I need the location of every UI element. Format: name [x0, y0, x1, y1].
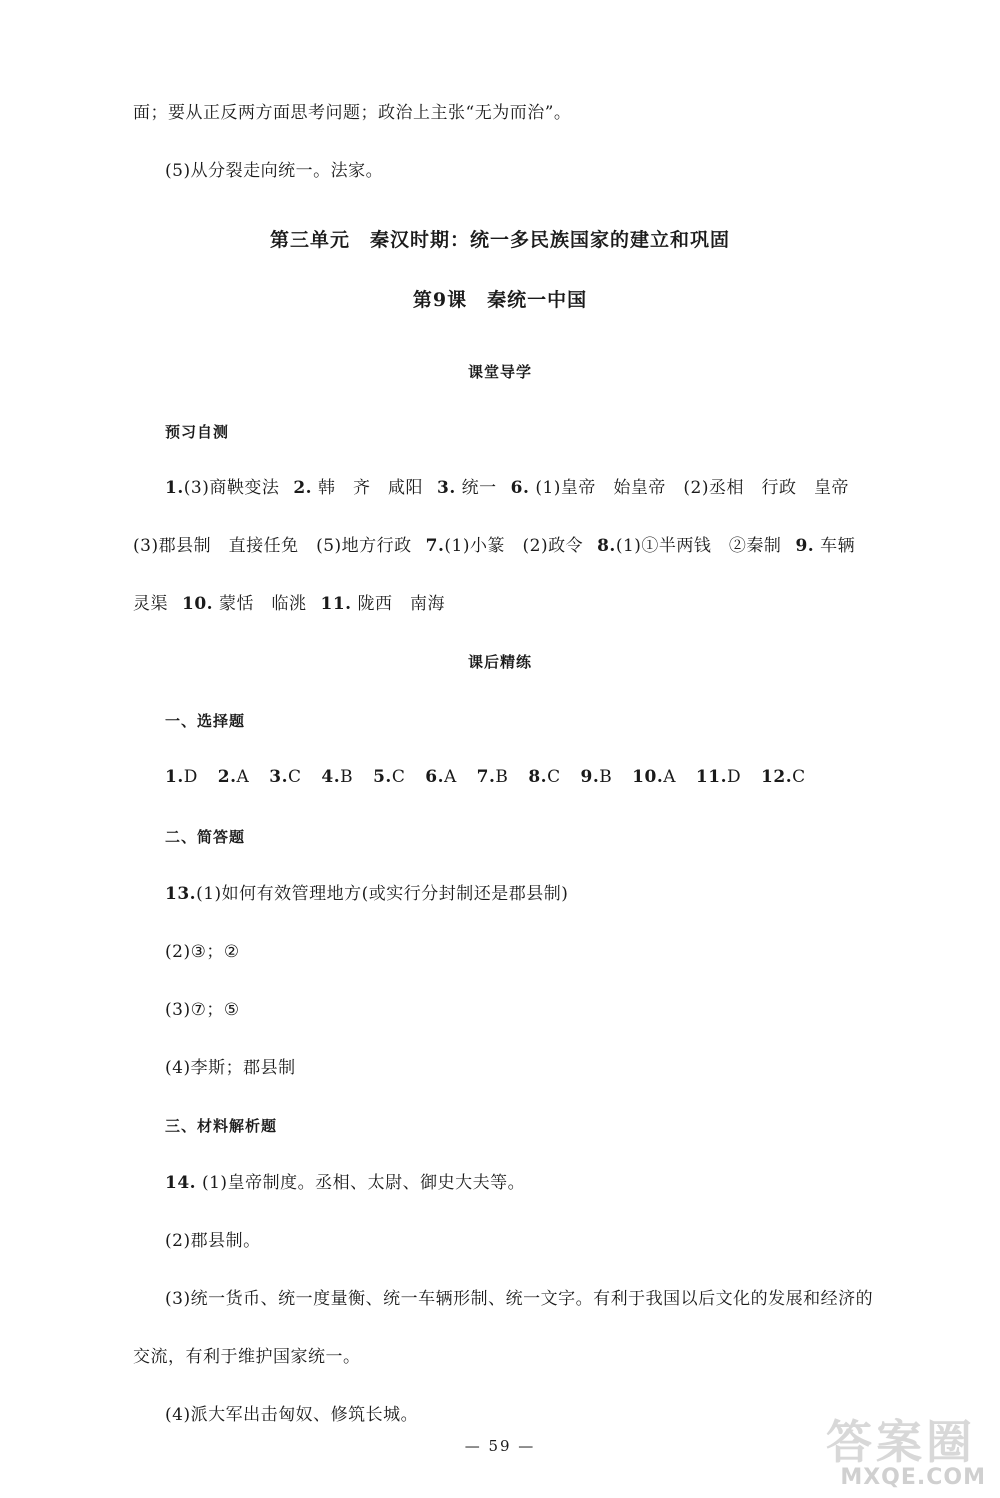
choice-number: 8.	[528, 767, 548, 787]
choice-item	[477, 767, 509, 787]
choice-item	[761, 767, 806, 787]
watermark	[786, 1406, 986, 1490]
choice-heading: 一、选择题	[165, 712, 246, 730]
q14-line-4: (4)派大军出击匈奴、修筑长城。	[165, 1405, 419, 1425]
q14-number: 14.	[165, 1173, 197, 1193]
choice-item	[373, 767, 405, 787]
choice-item	[165, 767, 198, 787]
choice-answer: B	[495, 767, 509, 787]
q10-answer: 蒙恬 临洮	[218, 594, 307, 614]
choice-answer: B	[599, 767, 613, 787]
q1-number: 1.	[165, 478, 184, 498]
q7-number: 7.	[425, 536, 445, 556]
q14-line-3-cont: 交流，有利于维护国家统一。	[133, 1347, 361, 1367]
choice-number: 2.	[217, 767, 237, 787]
q1-answer: (3)商鞅变法	[183, 478, 280, 498]
choice-number: 3.	[269, 767, 288, 787]
choice-number: 5.	[373, 767, 392, 787]
choice-number: 10.	[632, 767, 664, 787]
choice-answer: A	[236, 767, 250, 787]
short-answer-heading: 二、简答题	[165, 828, 246, 846]
choice-number: 9.	[580, 767, 600, 787]
preview-answers-line-1	[165, 476, 849, 500]
q9-answer-cont: 灵渠	[133, 594, 168, 614]
q3-answer: 统一	[461, 478, 497, 498]
section-title-after-class: 课后精练	[467, 653, 532, 671]
intro-line-1: 面；要从正反两方面思考问题；政治上主张“无为而治”。	[133, 103, 572, 123]
q8-number: 8.	[597, 536, 616, 556]
unit-title: 第三单元 秦汉时期：统一多民族国家的建立和巩固	[269, 229, 730, 251]
preview-answers-line-2	[133, 534, 855, 558]
q9-answer: 车辆	[820, 536, 856, 556]
choice-item	[528, 767, 560, 787]
choice-number: 6.	[425, 767, 444, 787]
choice-number: 1.	[165, 767, 184, 787]
q2-answer: 韩 齐 咸阳	[318, 478, 423, 498]
q10-number: 10.	[182, 594, 214, 614]
q7-answer: (1)小篆 (2)政令	[444, 536, 584, 556]
section-title-classroom: 课堂导学	[467, 363, 532, 381]
choice-answer: C	[547, 767, 561, 787]
choice-answer: C	[792, 767, 806, 787]
q13-line-4: (4)李斯；郡县制	[165, 1058, 296, 1078]
q14-line-1	[165, 1171, 525, 1195]
choice-answer: A	[443, 767, 457, 787]
q13-part-1: (1)如何有效管理地方(或实行分封制还是郡县制)	[196, 884, 569, 904]
q6-answer: (1)皇帝 始皇帝 (2)丞相 行政 皇帝	[535, 478, 849, 498]
material-heading: 三、材料解析题	[165, 1117, 278, 1135]
choice-number: 4.	[321, 767, 341, 787]
q14-part-1: (1)皇帝制度。丞相、太尉、御史大夫等。	[201, 1173, 526, 1193]
q14-line-2: (2)郡县制。	[165, 1231, 261, 1251]
choice-item	[269, 767, 301, 787]
q13-line-2: (2)③；②	[165, 942, 240, 962]
watermark-top-text: 答案圈	[826, 1415, 976, 1469]
choice-number: 7.	[476, 767, 496, 787]
choice-item	[425, 767, 457, 787]
choice-item	[218, 767, 250, 787]
q11-number: 11.	[320, 594, 352, 614]
preview-test-heading: 预习自测	[165, 423, 230, 441]
watermark-url-text: MXQE.COM	[840, 1465, 986, 1490]
q13-line-1	[165, 882, 568, 906]
q8-answer: (1)①半两钱 ②秦制	[615, 536, 782, 556]
choice-answer: D	[727, 767, 742, 787]
q3-number: 3.	[437, 478, 456, 498]
q13-number: 13.	[165, 884, 197, 904]
intro-line-2: (5)从分裂走向统一。法家。	[165, 161, 384, 181]
lesson-title: 第9课 秦统一中国	[412, 289, 588, 311]
choice-number: 12.	[761, 767, 793, 787]
q11-answer: 陇西 南海	[357, 594, 445, 614]
q9-number: 9.	[795, 536, 815, 556]
choice-item	[632, 767, 676, 787]
q2-number: 2.	[293, 478, 313, 498]
q6-answer-cont: (3)郡县制 直接任免 (5)地方行政	[133, 536, 412, 556]
preview-answers-line-3	[133, 592, 445, 616]
choice-answer: D	[183, 767, 198, 787]
choice-item	[581, 767, 613, 787]
q13-line-3: (3)⑦；⑤	[165, 1000, 240, 1020]
choice-answer: A	[663, 767, 677, 787]
choice-item	[321, 767, 353, 787]
choice-answer: B	[340, 767, 354, 787]
choice-answer: C	[287, 767, 302, 787]
q14-line-3: (3)统一货币、统一度量衡、统一车辆形制、统一文字。有利于我国以后文化的发展和经济的	[165, 1289, 874, 1309]
page-number: — 59 —	[464, 1437, 536, 1455]
choice-answers	[165, 765, 806, 789]
q6-number: 6.	[510, 478, 530, 498]
choice-item	[696, 767, 741, 787]
choice-number: 11.	[695, 767, 727, 787]
choice-answer: C	[391, 767, 406, 787]
